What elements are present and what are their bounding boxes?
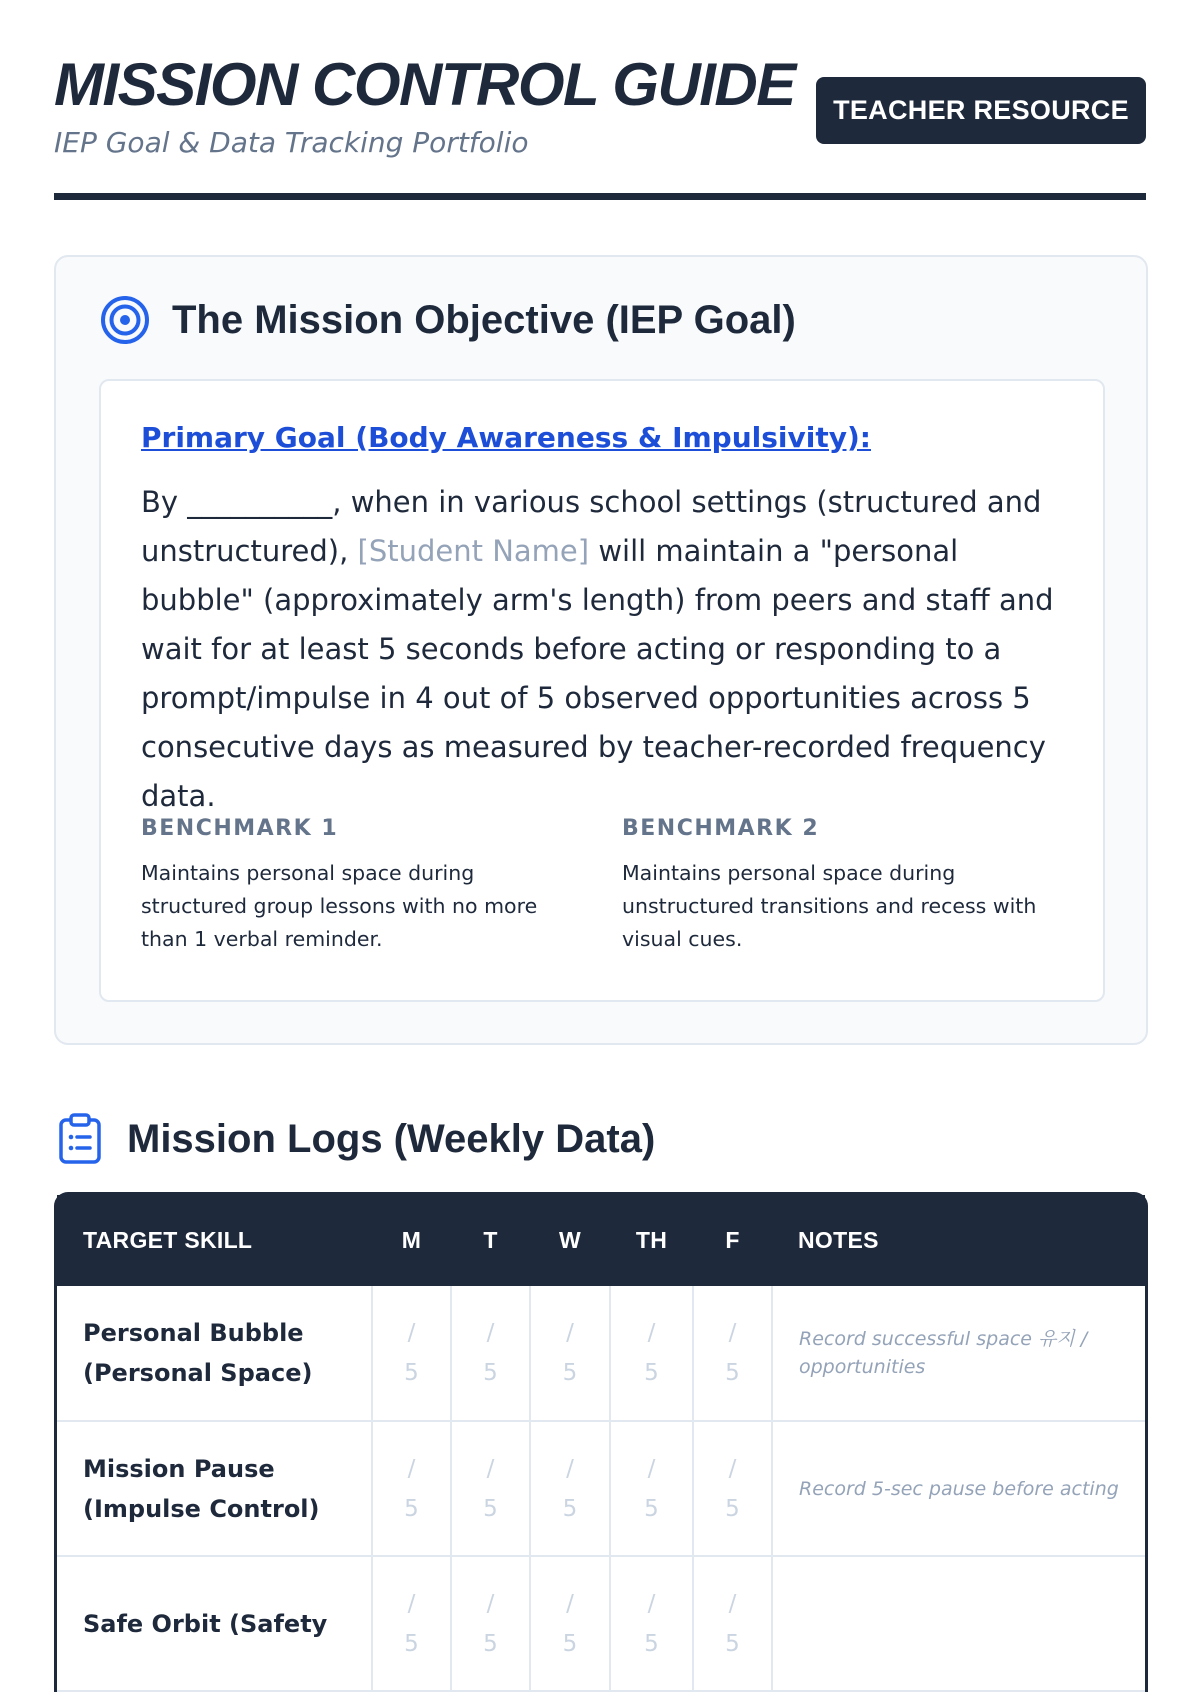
column-header-monday: M — [372, 1195, 451, 1286]
tally-cell[interactable] — [610, 1286, 693, 1421]
logs-title: Mission Logs (Weekly Data) — [127, 1116, 656, 1161]
tally-cell[interactable] — [610, 1421, 693, 1556]
tally-cell[interactable] — [451, 1286, 530, 1421]
benchmark-label: BENCHMARK 2 — [622, 816, 820, 841]
tally-cell[interactable] — [693, 1556, 772, 1691]
tally-denominator: 5 — [644, 1630, 659, 1657]
tally-slash: / — [647, 1320, 656, 1346]
goal-box — [99, 379, 1105, 1002]
teacher-resource-badge: TEACHER RESOURCE — [816, 77, 1146, 144]
table-row — [57, 1421, 1145, 1556]
target-skill-cell — [57, 1556, 372, 1691]
mission-logs-table — [54, 1192, 1148, 1692]
tally-denominator: 5 — [644, 1360, 659, 1386]
table-row — [57, 1556, 1145, 1691]
tally-denominator: 5 — [483, 1495, 498, 1522]
tally-slash: / — [486, 1590, 495, 1617]
tally-slash: / — [407, 1590, 416, 1617]
tally-denominator: 5 — [562, 1495, 578, 1522]
tally-cell[interactable] — [693, 1286, 772, 1421]
tally-cell[interactable] — [372, 1556, 451, 1691]
student-name-placeholder: [Student Name] — [357, 534, 590, 568]
logs-heading — [58, 1113, 655, 1165]
skill-description: (Personal Space) — [83, 1359, 313, 1387]
tally-cell[interactable] — [693, 1421, 772, 1556]
tally-slash: / — [647, 1590, 656, 1617]
primary-goal-label: Primary Goal (Body Awareness & Impulsivity): — [141, 421, 871, 454]
benchmark-1 — [141, 816, 571, 956]
tally-denominator: 5 — [562, 1360, 578, 1386]
tally-slash: / — [486, 1455, 495, 1482]
skill-description: (Impulse Control) — [83, 1494, 320, 1523]
goal-text-part-1: By __________, when in various school settings (structured and unstructured), — [141, 485, 1042, 568]
tally-slash: / — [566, 1455, 574, 1482]
tally-slash: / — [728, 1455, 737, 1482]
skill-name: Personal Bubble — [83, 1319, 304, 1347]
tally-slash: / — [566, 1320, 574, 1346]
tally-cell[interactable] — [372, 1421, 451, 1556]
tally-denominator: 5 — [562, 1630, 578, 1657]
tally-slash: / — [728, 1320, 737, 1346]
tally-denominator: 5 — [725, 1630, 740, 1657]
target-skill-cell — [57, 1286, 372, 1421]
benchmark-2 — [622, 816, 1052, 956]
target-skill-cell — [57, 1421, 372, 1556]
objective-title: The Mission Objective (IEP Goal) — [172, 297, 796, 342]
goal-text-part-2: will maintain a "personal bubble" (approximately arm's length) from peers and staff and wait for at least 5 seconds before acting or responding to a prompt/impulse in 4 out of 5 observed opportunities across 5 consecutive days as measured by teacher-recorded frequency data. — [141, 534, 1054, 813]
tally-denominator: 5 — [644, 1495, 659, 1522]
mission-objective-card — [54, 255, 1148, 1045]
primary-goal-text — [141, 478, 1071, 821]
page-title: MISSION CONTROL GUIDE — [54, 51, 795, 118]
column-header-wednesday: W — [530, 1195, 610, 1286]
benchmark-text: Maintains personal space during unstructured transitions and recess with visual cues. — [622, 861, 1037, 951]
tally-denominator: 5 — [483, 1360, 498, 1386]
tally-slash: / — [566, 1590, 574, 1617]
table-header-row — [57, 1195, 1145, 1286]
tally-slash: / — [407, 1455, 416, 1482]
column-header-notes: NOTES — [772, 1195, 1145, 1286]
tally-cell[interactable] — [530, 1286, 610, 1421]
column-header-target-skill: TARGET SKILL — [57, 1195, 372, 1286]
benchmark-label: BENCHMARK 1 — [141, 816, 339, 841]
tally-cell[interactable] — [530, 1556, 610, 1691]
target-icon — [100, 295, 150, 345]
skill-name: Mission Pause — [83, 1454, 275, 1483]
tally-denominator: 5 — [725, 1495, 740, 1522]
tally-denominator: 5 — [404, 1495, 419, 1522]
tally-cell[interactable] — [451, 1421, 530, 1556]
notes-cell[interactable] — [772, 1556, 1145, 1691]
header — [54, 0, 1146, 200]
tally-cell[interactable] — [530, 1421, 610, 1556]
table-row — [57, 1286, 1145, 1421]
tally-denominator: 5 — [483, 1630, 498, 1657]
clipboard-icon — [58, 1113, 102, 1165]
column-header-friday: F — [693, 1195, 772, 1286]
tally-cell[interactable] — [610, 1556, 693, 1691]
column-header-tuesday: T — [451, 1195, 530, 1286]
column-header-thursday: TH — [610, 1195, 693, 1286]
tally-slash: / — [407, 1320, 416, 1346]
notes-cell[interactable]: Record successful space 유지 / opportunities — [772, 1286, 1145, 1421]
objective-heading — [100, 295, 796, 345]
tally-cell[interactable] — [451, 1556, 530, 1691]
tally-denominator: 5 — [404, 1360, 419, 1386]
header-divider — [54, 193, 1146, 200]
tally-denominator: 5 — [725, 1360, 740, 1386]
tally-slash: / — [647, 1455, 656, 1482]
page-subtitle: IEP Goal & Data Tracking Portfolio — [54, 126, 529, 159]
notes-cell[interactable]: Record 5-sec pause before acting — [772, 1421, 1145, 1556]
tally-denominator: 5 — [404, 1630, 419, 1657]
tally-slash: / — [486, 1320, 495, 1346]
benchmark-text: Maintains personal space during structured group lessons with no more than 1 verbal reminder. — [141, 861, 538, 951]
tally-slash: / — [728, 1590, 737, 1617]
tally-cell[interactable] — [372, 1286, 451, 1421]
skill-name: Safe Orbit (Safety — [83, 1609, 328, 1638]
